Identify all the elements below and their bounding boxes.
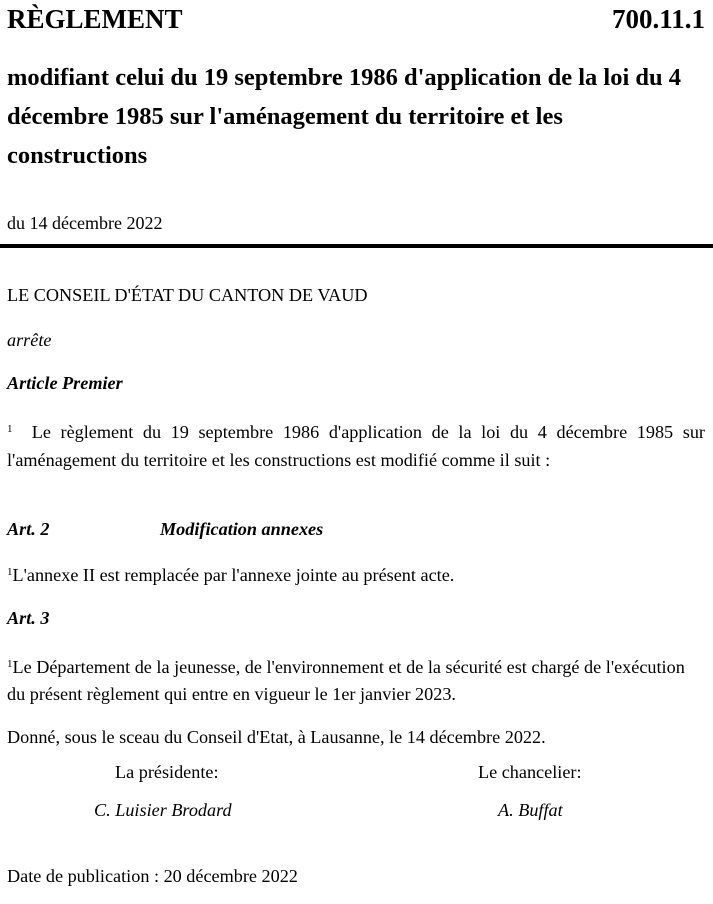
document-type-title: RÈGLEMENT bbox=[7, 4, 183, 34]
article-1-heading: Article Premier bbox=[7, 373, 123, 393]
paragraph-number: 1 bbox=[7, 423, 13, 435]
article-2-text: L'annexe II est remplacée par l'annexe jointe au présent acte. bbox=[12, 565, 455, 585]
article-3-text: Le Département de la jeunesse, de l'environnement et de la sécurité est chargé de l'exécution du présent règlement qui entre en vigueur le 1er janvier 2023. bbox=[7, 657, 685, 704]
chancellor-label: Le chancelier: bbox=[478, 762, 582, 782]
header-divider bbox=[0, 244, 713, 248]
issuing-authority: LE CONSEIL D'ÉTAT DU CANTON DE VAUD bbox=[7, 285, 368, 305]
chancellor-name: A. Buffat bbox=[498, 800, 563, 820]
document-date: du 14 décembre 2022 bbox=[7, 213, 163, 233]
article-2-number: Art. 2 bbox=[7, 519, 50, 539]
document-subtitle: modifiant celui du 19 septembre 1986 d'application de la loi du 4 décembre 1985 sur l'aménagement du territoire et les constructions bbox=[7, 64, 682, 169]
given-under-seal: Donné, sous le sceau du Conseil d'Etat, à Lausanne, le 14 décembre 2022. bbox=[7, 727, 546, 747]
article-2-paragraph bbox=[7, 565, 454, 586]
decree-word: arrête bbox=[7, 330, 52, 350]
article-3-number: Art. 3 bbox=[7, 608, 50, 628]
article-1-paragraph bbox=[7, 419, 705, 474]
president-label: La présidente: bbox=[115, 762, 219, 782]
paragraph-number: 1 bbox=[7, 566, 13, 578]
article-2-title: Modification annexes bbox=[160, 519, 324, 539]
article-1-text: Le règlement du 19 septembre 1986 d'application de la loi du 4 décembre 1985 sur l'aménagement du territoire et les constructions est modifié comme il suit : bbox=[7, 422, 705, 470]
publication-date: Date de publication : 20 décembre 2022 bbox=[7, 866, 298, 886]
document-number: 700.11.1 bbox=[611, 4, 705, 34]
president-name: C. Luisier Brodard bbox=[94, 800, 232, 820]
article-3-paragraph bbox=[7, 654, 707, 708]
paragraph-number: 1 bbox=[7, 658, 13, 670]
